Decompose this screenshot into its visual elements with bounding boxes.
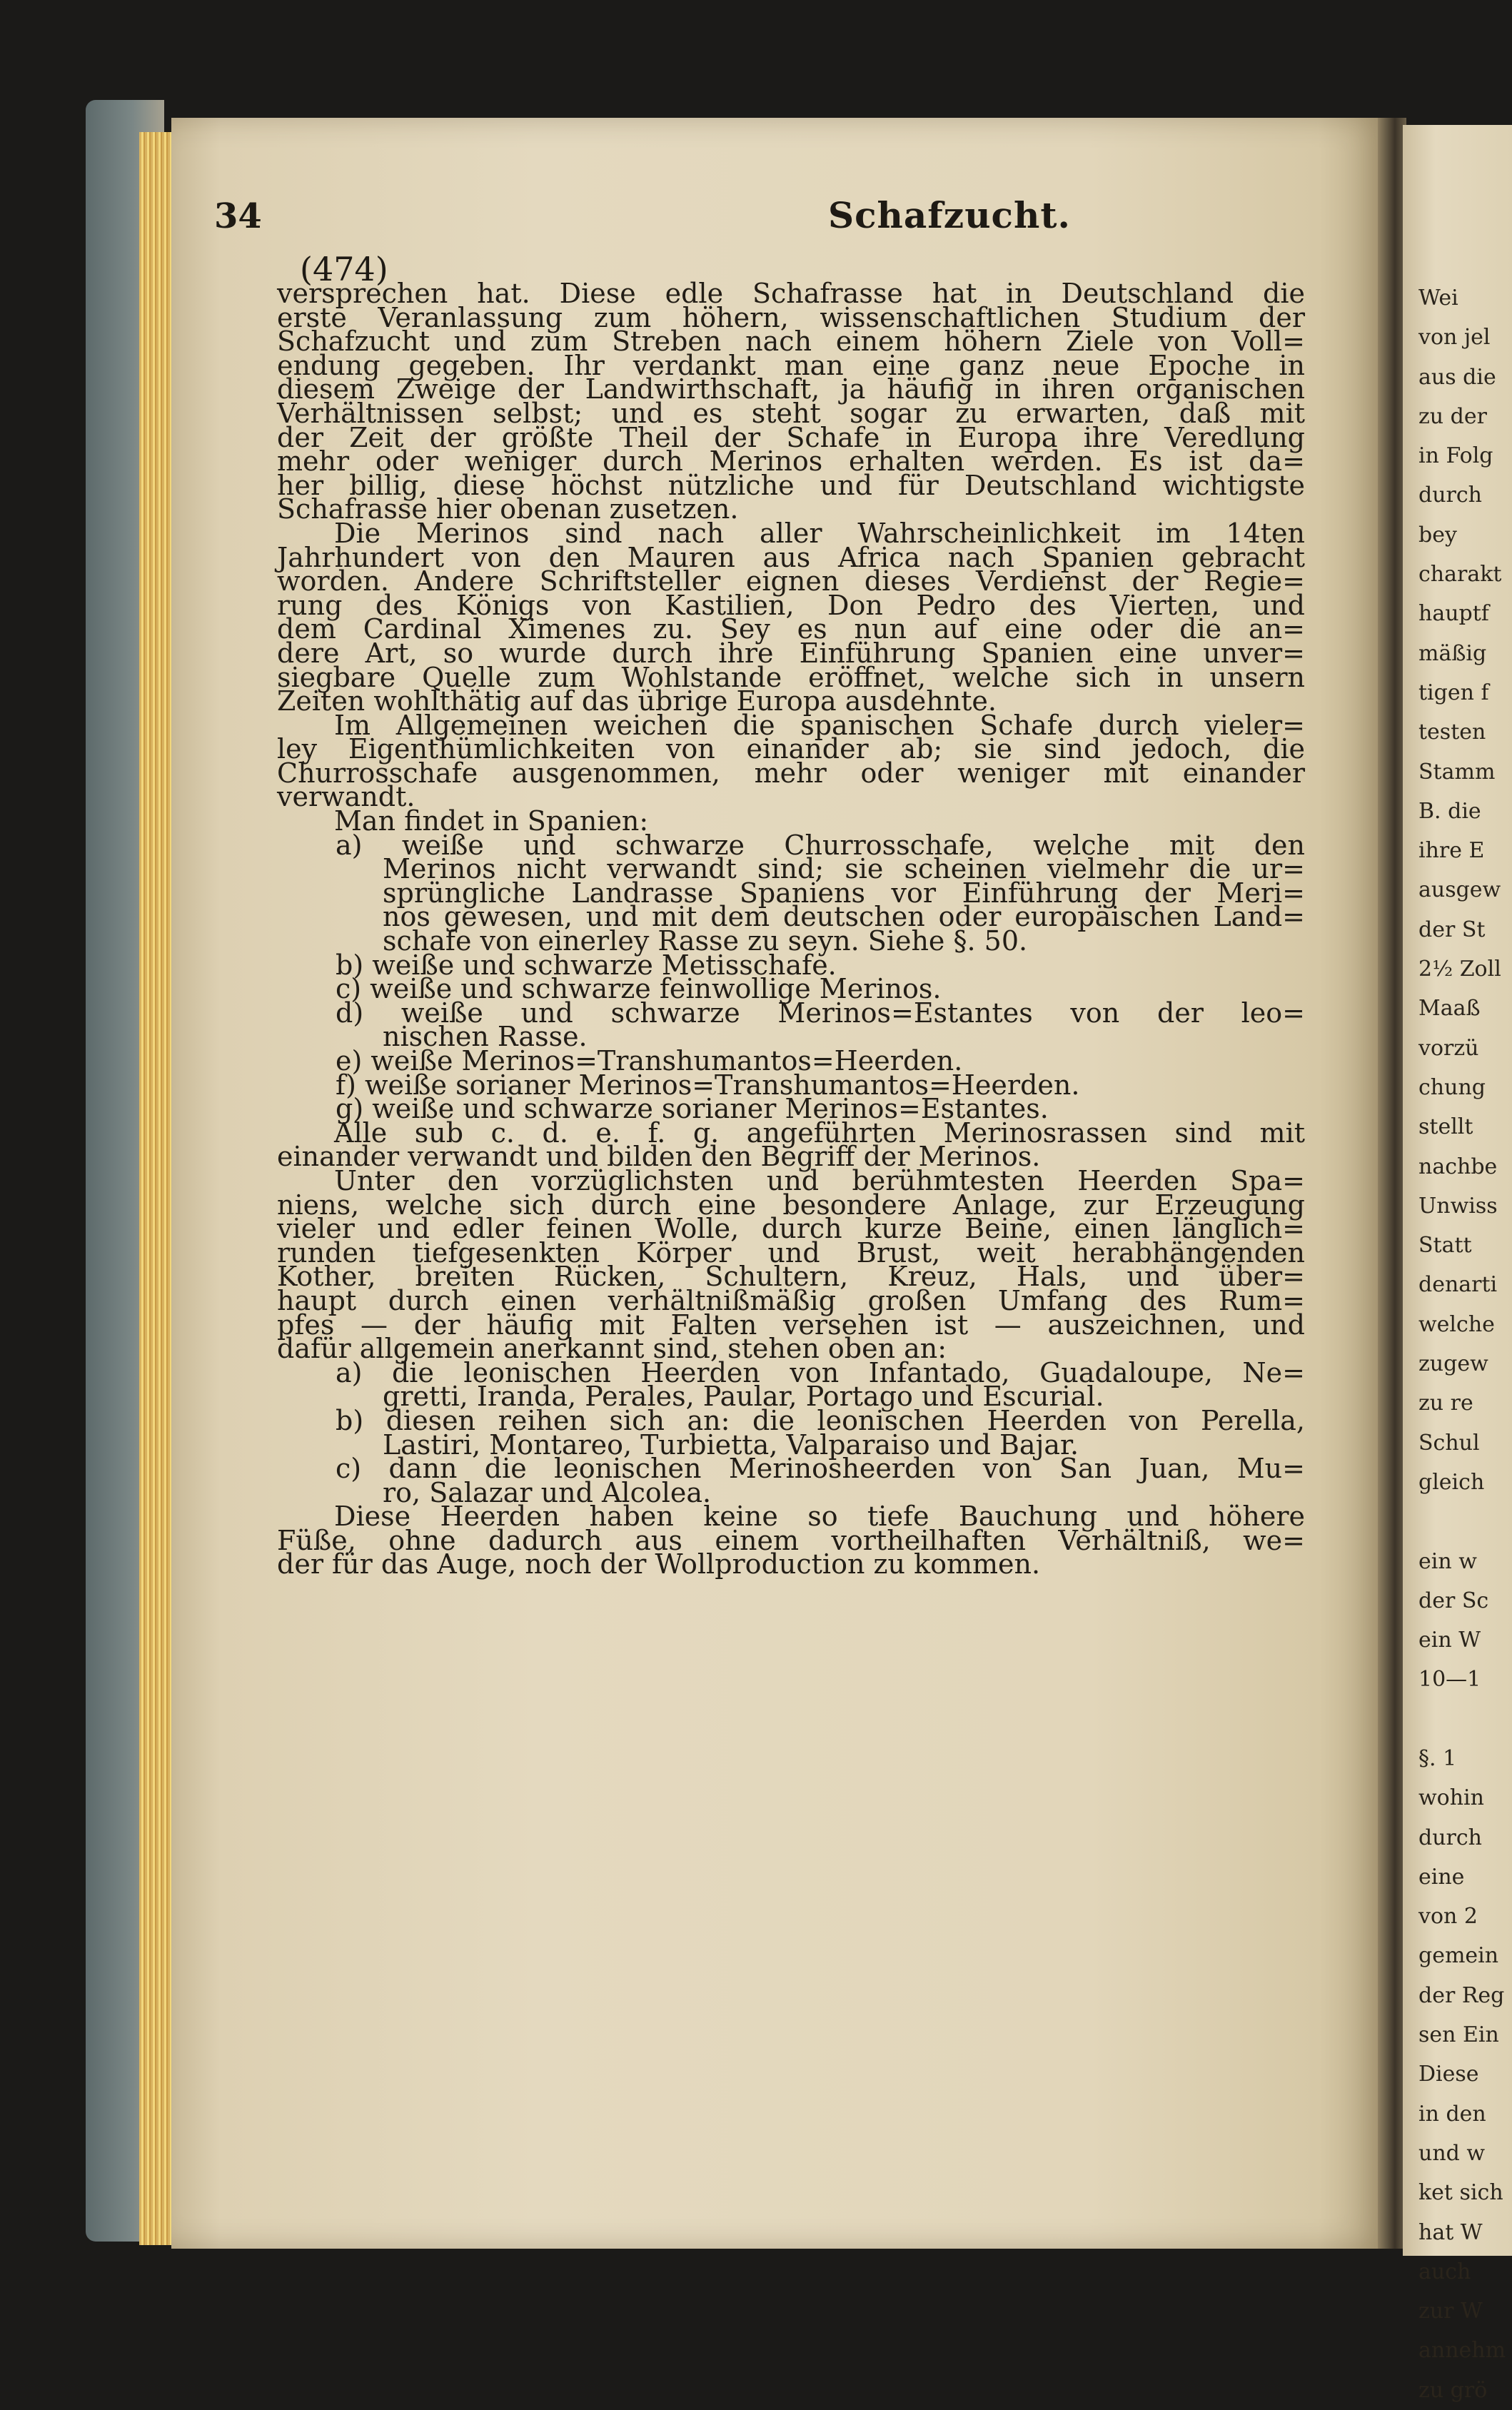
facing-page-line: testen	[1418, 720, 1486, 745]
text-line: Kother, breiten Rücken, Schultern, Kreuz, Hals, und über=	[277, 1261, 1305, 1293]
facing-page-line: 10—1	[1418, 1667, 1481, 1693]
text-line: einander verwandt und bilden den Begriff der Merinos.	[277, 1141, 1041, 1173]
text-line: pfes — der häufig mit Falten versehen ist — auszeichnen, und	[277, 1309, 1305, 1341]
facing-page-line: annehm	[1418, 2338, 1506, 2364]
text-line: c) weiße und schwarze feinwollige Merinos.	[336, 973, 942, 1005]
text-line: Füße, ohne dadurch aus einem vortheilhaften Verhältniß, we=	[277, 1524, 1305, 1556]
text-line: dem Cardinal Ximenes zu. Sey es nun auf eine oder die an=	[277, 613, 1305, 645]
facing-page-line: der St	[1418, 917, 1486, 942]
text-line: erste Veranlassung zum höhern, wissenschaftlichen Studium der	[277, 301, 1305, 333]
text-line: Verhältnissen selbst; und es steht sogar zu erwarten, daß mit	[277, 397, 1305, 429]
facing-page-line: B. die	[1418, 798, 1481, 824]
facing-page-line: ket sich	[1418, 2180, 1503, 2206]
facing-page-line: hat W	[1418, 2219, 1483, 2245]
book-gutter	[1378, 118, 1406, 2249]
facing-page-line: eine	[1418, 1864, 1465, 1890]
facing-page-line: Maaß	[1418, 996, 1481, 1022]
text-line: Die Merinos sind nach aller Wahrscheinlichkeit im 14ten	[334, 517, 1305, 549]
facing-page-line: nachbe	[1418, 1154, 1498, 1179]
facing-page-line: denarti	[1418, 1272, 1498, 1298]
facing-page-line: in Folg	[1418, 443, 1493, 469]
text-line: Lastiri, Montareo, Turbietta, Valparaiso und Bajar.	[383, 1428, 1079, 1461]
text-line: Jahrhundert von den Mauren aus Africa nach Spanien gebracht	[277, 541, 1305, 573]
facing-page-line: welche	[1418, 1311, 1495, 1337]
running-head: Schafzucht.	[828, 194, 1071, 236]
text-line: nos gewesen, und mit dem deutschen oder europäischen Land=	[383, 901, 1305, 933]
facing-page-line: chung	[1418, 1074, 1486, 1100]
facing-page-line: gemein	[1418, 1943, 1499, 1969]
facing-page-line: zur W	[1418, 2299, 1483, 2324]
facing-page-line: sen Ein	[1418, 2022, 1499, 2048]
text-line: ro, Salazar und Alcolea.	[383, 1476, 712, 1508]
facing-page-line: durch	[1418, 1825, 1482, 1850]
text-line: Merinos nicht verwandt sind; sie scheinen vielmehr die ur=	[383, 853, 1305, 885]
facing-page-line: wohin	[1418, 1785, 1484, 1811]
text-line: Im Allgemeinen weichen die spanischen Schafe durch vieler=	[334, 709, 1305, 741]
facing-page-line: ein W	[1418, 1628, 1481, 1653]
text-line: d) weiße und schwarze Merinos=Estantes von der leo=	[336, 997, 1305, 1029]
facing-page-line: stellt	[1418, 1114, 1473, 1140]
text-line: f) weiße sorianer Merinos=Transhumantos=Heerden.	[336, 1069, 1080, 1101]
facing-page-line: der Sc	[1418, 1588, 1489, 1613]
facing-page-line: gleich	[1418, 1469, 1485, 1495]
facing-page-line: Diese	[1418, 2062, 1479, 2087]
facing-page-line: und w	[1418, 2140, 1486, 2166]
text-line: Schafrasse hier obenan zusetzen.	[277, 493, 739, 525]
facing-page-line: Unwiss	[1418, 1193, 1498, 1219]
facing-page-line: charakt	[1418, 562, 1502, 588]
text-line: a) weiße und schwarze Churrosschafe, welche mit den	[336, 829, 1305, 861]
text-line: gretti, Iranda, Perales, Paular, Portago und Escurial.	[383, 1381, 1104, 1413]
text-line: Unter den vorzüglichsten und berühmtesten Heerden Spa=	[334, 1164, 1305, 1196]
text-line: dere Art, so wurde durch ihre Einführung Spanien eine unver=	[277, 637, 1305, 669]
text-line: endung gegeben. Ihr verdankt man eine ganz neue Epoche in	[277, 349, 1305, 381]
text-line: Churrosschafe ausgenommen, mehr oder weniger mit einander	[277, 757, 1305, 789]
facing-page-line: 2½ Zoll	[1418, 957, 1501, 982]
facing-page-line: zugew	[1418, 1351, 1488, 1377]
facing-page-line	[1403, 1502, 1512, 1541]
text-line: schafe von einerley Rasse zu seyn. Siehe §. 50.	[383, 925, 1028, 957]
text-line: Zeiten wohlthätig auf das übrige Europa ausdehnte.	[277, 685, 997, 717]
facing-page-line: tigen f	[1418, 680, 1489, 705]
facing-page-line: ausgew	[1418, 877, 1501, 903]
text-line: c) dann die leonischen Merinosheerden von San Juan, Mu=	[336, 1453, 1305, 1485]
facing-page-line: von 2	[1418, 1904, 1478, 1930]
text-line: rung des Königs von Kastilien, Don Pedro des Vierten, und	[277, 589, 1305, 621]
text-line: vieler und edler feinen Wolle, durch kurze Beine, einen länglich=	[277, 1213, 1305, 1245]
facing-page-line: auch	[1418, 2259, 1471, 2284]
text-line: diesem Zweige der Landwirthschaft, ja häufig in ihren organischen	[277, 373, 1305, 405]
facing-page-line: zu re	[1418, 1391, 1473, 1416]
facing-page-line: ein w	[1418, 1548, 1477, 1574]
text-line: e) weiße Merinos=Transhumantos=Heerden.	[336, 1045, 963, 1077]
text-line: Man findet in Spanien:	[334, 805, 649, 837]
text-line: runden tiefgesenkten Körper und Brust, weit herabhängenden	[277, 1236, 1305, 1269]
facing-page-line: mäßig	[1418, 640, 1487, 666]
facing-page-line: zu grö	[1418, 2377, 1488, 2403]
text-line: dafür allgemein anerkannt sind, stehen oben an:	[277, 1333, 947, 1365]
facing-page-line: Schul	[1418, 1430, 1480, 1456]
original-page-marker: (474)	[300, 250, 388, 288]
text-line: Schafzucht und zum Streben nach einem höhern Ziele von Voll=	[277, 326, 1305, 358]
facing-page-line: der Reg	[1418, 1982, 1505, 2008]
facing-page-line: aus die	[1418, 364, 1496, 390]
text-line: ley Eigenthümlichkeiten von einander ab; sie sind jedoch, die	[277, 733, 1305, 765]
facing-page-line: bey	[1418, 522, 1457, 548]
facing-page-line: von jel	[1418, 325, 1491, 351]
facing-page-lines	[1403, 125, 1512, 2410]
facing-page-line: durch	[1418, 483, 1482, 508]
text-line: haupt durch einen verhältnißmäßig großen Umfang des Rum=	[277, 1284, 1305, 1316]
facing-page-line: §. 1	[1418, 1745, 1457, 1771]
text-line: verwandt.	[277, 781, 415, 813]
facing-page-line: hauptf	[1418, 601, 1489, 627]
text-line: niens, welche sich durch eine besondere Anlage, zur Erzeugung	[277, 1189, 1305, 1221]
facing-page-line	[1403, 1700, 1512, 1739]
facing-page-fragment	[1403, 125, 1512, 2403]
page-number: 34	[214, 196, 262, 236]
body-text	[277, 278, 1305, 1580]
text-line: siegbare Quelle zum Wohlstande eröffnet, welche sich in unsern	[277, 661, 1305, 693]
text-line: Alle sub c. d. e. f. g. angeführten Merinosrassen sind mit	[334, 1116, 1305, 1149]
facing-page-line: ihre E	[1418, 838, 1485, 864]
facing-page-line: Statt	[1418, 1233, 1472, 1259]
text-line: her billig, diese höchst nützliche und für Deutschland wichtigste	[277, 469, 1305, 501]
text-line: sprüngliche Landrasse Spaniens vor Einführung der Meri=	[383, 877, 1305, 909]
text-line: der Zeit der größte Theil der Schafe in Europa ihre Veredlung	[277, 421, 1305, 453]
text-line: der für das Auge, noch der Wollproduction zu kommen.	[277, 1548, 1041, 1580]
text-line: nischen Rasse.	[383, 1021, 588, 1053]
text-line: b) weiße und schwarze Metisschafe.	[336, 949, 837, 981]
facing-page-line: Stamm	[1418, 759, 1496, 785]
text-line: worden. Andere Schriftsteller eignen dieses Verdienst der Regie=	[277, 565, 1305, 598]
text-line: b) diesen reihen sich an: die leonischen Heerden von Perella,	[336, 1404, 1305, 1436]
text-line: mehr oder weniger durch Merinos erhalten werden. Es ist da=	[277, 445, 1305, 478]
text-line: versprechen hat. Diese edle Schafrasse hat in Deutschland die	[277, 278, 1305, 309]
facing-page-line: in den	[1418, 2101, 1486, 2127]
text-line: a) die leonischen Heerden von Infantado, Guadaloupe, Ne=	[336, 1356, 1305, 1388]
facing-page-line: vorzü	[1418, 1035, 1479, 1061]
text-line: g) weiße und schwarze sorianer Merinos=Estantes.	[336, 1093, 1049, 1125]
facing-page-line: zu der	[1418, 403, 1487, 429]
facing-page-line: Wei	[1418, 286, 1458, 311]
text-line: Diese Heerden haben keine so tiefe Bauchung und höhere	[334, 1501, 1305, 1533]
